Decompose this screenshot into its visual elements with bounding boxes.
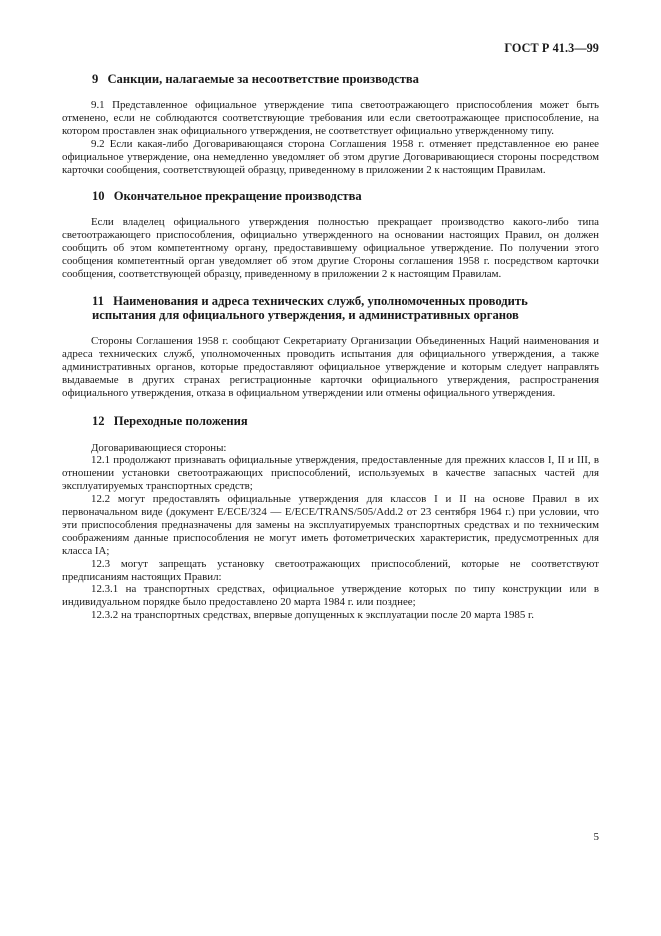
paragraph-12-1: 12.1 продолжают признавать официальные утверждения, предоставленные для прежних классов I, II и III, в отношении установки светоотражающих приспособлений, используемых в качестве запасных частей для эксплуатируемых транспортных средств; — [62, 454, 599, 493]
page-content — [62, 70, 599, 622]
paragraph-12-intro: Договаривающиеся стороны: — [91, 441, 227, 454]
section-11-body — [62, 335, 599, 400]
paragraph-12-3-2: 12.3.2 на транспортных средствах, впервые допущенных к эксплуатации после 20 марта 1985 г. — [91, 609, 534, 622]
section-title-line-1: Наименования и адреса технических служб, уполномоченных проводить — [113, 293, 528, 308]
section-number: 9 — [92, 72, 99, 86]
section-number: 11 — [92, 293, 104, 308]
section-9-body — [62, 99, 599, 176]
section-9-heading — [62, 72, 599, 86]
paragraph-12-2: 12.2 могут предоставлять официальные утверждения для классов I и II на основе Правил в их первоначальном виде (документ E/ECE/324 — E/ECE/TRANS/505/Add.2 от 23 сентября 1964 г.) при условии, что эти приспособления предназначены для замены на эксплуатируемых транспортных средствах и по техническим соображениям данные приспособления не могут иметь фотометрических характеристик, предусмотренных для класса IA; — [62, 493, 599, 557]
section-number: 10 — [92, 189, 105, 204]
section-12-body — [62, 442, 599, 623]
section-title-line-2: испытания для официального утверждения, и административных органов — [92, 307, 519, 322]
section-title: Переходные положения — [113, 413, 248, 428]
paragraph-12-3: 12.3 могут запрещать установку светоотражающих приспособлений, которые не соответствуют предписаниям настоящих Правил: — [62, 557, 599, 583]
section-11-heading — [62, 294, 599, 322]
paragraph-10: Если владелец официального утверждения полностью прекращает производство какого-либо типа светоотражающего приспособления, официально утвержденного на основании настоящих Правил, он должен сообщить об этом компетентному органу, предоставившему официальное утверждение. По получении этого сообщения компетентный орган уведомляет об этом другие Стороны соглашения 1958 г. посредством карточки сообщения, соответствующей образцу, приведенному в приложении 2 к настоящим Правилам. — [62, 216, 599, 281]
section-title: Окончательное прекращение производства — [113, 189, 362, 204]
section-10-body — [62, 216, 599, 281]
section-12-heading — [62, 414, 599, 428]
section-10-heading — [62, 189, 599, 203]
section-number: 12 — [92, 413, 105, 428]
paragraph-9-1: 9.1 Представленное официальное утверждение типа светоотражающего приспособления может быть отменено, если не соблюдаются соответствующие требования или если светоотражающее приспособление, на котором проставлен знак официального утверждения, не соответствует официально утвержденному типу. — [62, 99, 599, 137]
paragraph-9-2: 9.2 Если какая-либо Договаривающаяся сторона Соглашения 1958 г. отменяет представленное ею ранее официальное утверждение, она немедленно уведомляет об этом другие Договаривающиеся стороны посредством карточки сообщения, соответствующей образцу, приведенному в приложении 2 к настоящим Правилам. — [62, 137, 599, 176]
standard-code-header: ГОСТ Р 41.3—99 — [504, 41, 599, 55]
page-number: 5 — [593, 831, 599, 843]
paragraph-11: Стороны Соглашения 1958 г. сообщают Секретариату Организации Объединенных Наций наименования и адреса технических служб, уполномоченных проводить испытания для официального утверждения, а также административных органов, которые предоставляют официальное утверждение и которым следует направлять выдаваемые в других странах регистрационные карточки официального утверждения, распространения официального утверждения, отказа в официальном утверждении или отмены официального утверждения. — [62, 334, 599, 399]
section-title: Санкции, налагаемые за несоответствие производства — [107, 72, 419, 86]
paragraph-12-3-1: 12.3.1 на транспортных средствах, официальное утверждение которых по типу конструкции или в индивидуальном порядке было предоставлено 20 марта 1984 г. или позднее; — [62, 583, 599, 609]
